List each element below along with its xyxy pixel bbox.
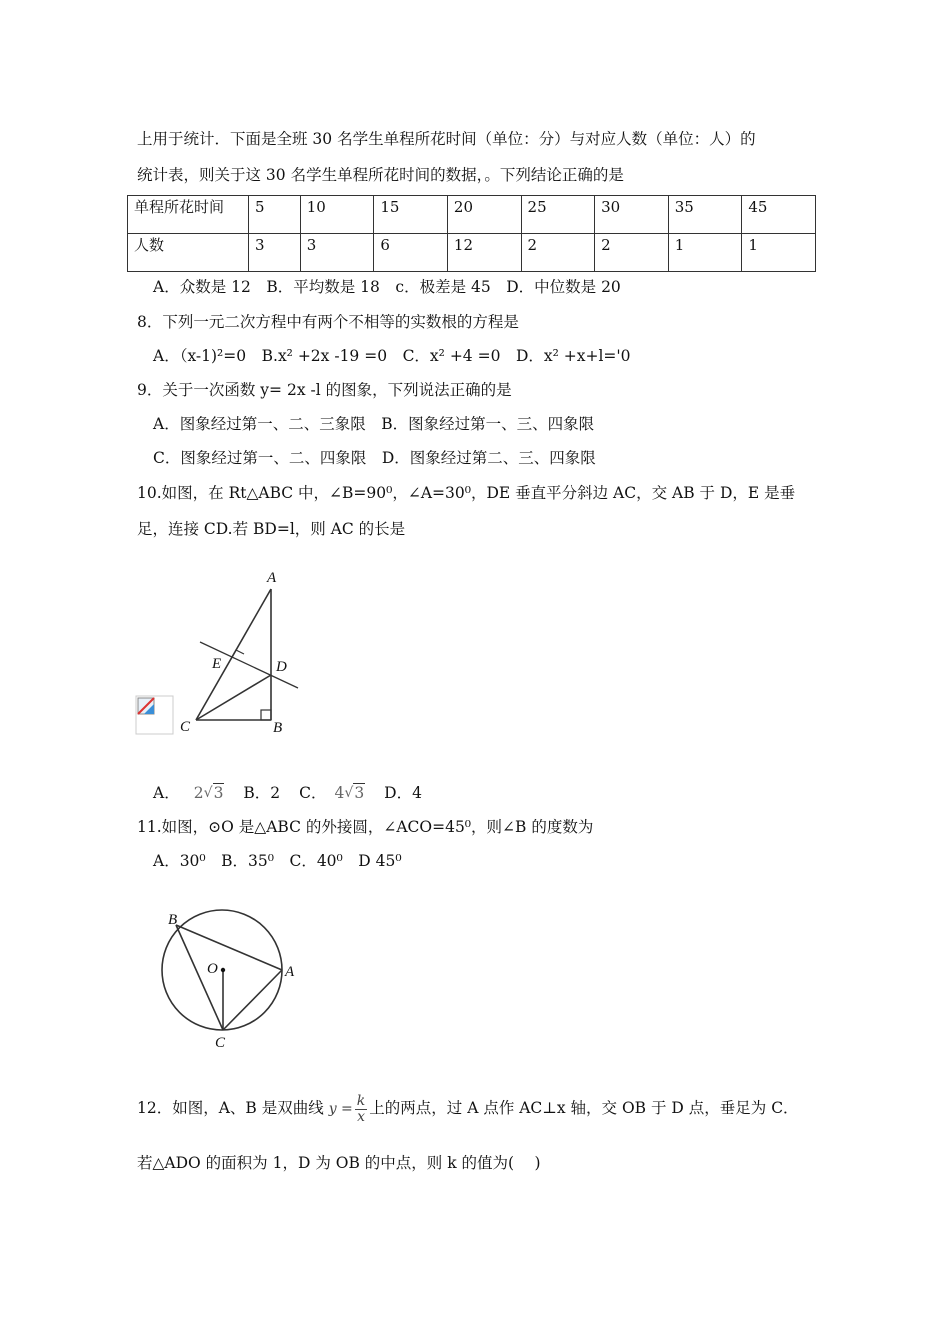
table-cell: 10 <box>300 196 374 234</box>
table-cell: 1 <box>742 234 816 272</box>
q7-options: A．众数是 12 B．平均数是 18 c．极差是 45 D．中位数是 20 <box>153 278 621 296</box>
table-header-time: 单程所花时间 <box>128 196 249 234</box>
q12-stem-line2: 若△ADO 的面积为 1，D 为 OB 的中点，则 k 的值为( ) <box>137 1154 541 1172</box>
q10-stem-line1: 10.如图，在 Rt△ABC 中，∠B=90⁰，∠A=30⁰，DE 垂直平分斜边 AC，交 AB 于 D，E 是垂 <box>137 484 796 502</box>
table-header-count: 人数 <box>128 234 249 272</box>
q9-options-row1: A．图象经过第一、二、三象限 B．图象经过第一、三、四象限 <box>153 415 595 433</box>
q10-option-a-label: A． <box>153 784 180 802</box>
table-cell: 45 <box>742 196 816 234</box>
table-cell: 5 <box>249 196 301 234</box>
q10-option-c-coef: 4 <box>334 784 345 802</box>
q9-stem: 9．关于一次函数 y= 2x -l 的图象，下列说法正确的是 <box>137 381 512 399</box>
q10-option-c-label: C． <box>299 784 327 802</box>
q11-options: A．30⁰ B．35⁰ C．40⁰ D 45⁰ <box>153 852 402 870</box>
label-D: D <box>276 659 287 675</box>
label-E: E <box>212 656 222 672</box>
table-cell: 1 <box>668 234 742 272</box>
stats-table <box>127 195 816 272</box>
label-C: C <box>215 1035 226 1051</box>
label-A: A <box>267 570 277 586</box>
table-cell: 12 <box>447 234 521 272</box>
label-A: A <box>285 964 295 980</box>
q8-options: A．（x-1)²=0 B.x² +2x -19 =0 C．x² +4 =0 D．x² +x+l='0 <box>153 347 631 365</box>
hyperbola-fraction <box>355 1094 367 1125</box>
table-cell: 35 <box>668 196 742 234</box>
q8-stem: 8．下列一元二次方程中有两个不相等的实数根的方程是 <box>137 313 519 331</box>
q10-option-a-radicand: 3 <box>213 784 224 802</box>
table-cell: 2 <box>595 234 669 272</box>
q7-text-line1: 上用于统计．下面是全班 30 名学生单程所花时间（单位：分）与对应人数（单位：人）的 <box>137 130 756 148</box>
table-row <box>128 196 816 234</box>
q9-options-row2: C．图象经过第一、二、四象限 D．图象经过第二、三、四象限 <box>153 449 596 467</box>
broken-image-icon <box>136 696 173 734</box>
table-row <box>128 234 816 272</box>
sqrt-symbol: √ 3 <box>203 784 224 802</box>
q7-text-line2: 统计表，则关于这 30 名学生单程所花时间的数据，。下列结论正确的是 <box>137 166 624 184</box>
table-cell: 3 <box>300 234 374 272</box>
table-cell: 25 <box>521 196 595 234</box>
label-O: O <box>207 961 218 977</box>
table-cell: 20 <box>447 196 521 234</box>
q10-options <box>153 781 422 803</box>
q10-option-a-coef: 2 <box>193 784 204 802</box>
fraction-denominator: x <box>357 1108 365 1125</box>
table-cell: 2 <box>521 234 595 272</box>
q12-stem-line1 <box>137 1090 799 1127</box>
q12-text-pre: 12．如图，A、B 是双曲线 <box>137 1099 324 1117</box>
table-cell: 6 <box>374 234 448 272</box>
q10-option-d: D．4 <box>384 784 422 802</box>
label-B: B <box>168 912 178 928</box>
q12-text-post: 上的两点，过 A 点作 AC⊥x 轴，交 OB 于 D 点，垂足为 C． <box>369 1099 799 1117</box>
table-cell: 30 <box>595 196 669 234</box>
table-cell: 15 <box>374 196 448 234</box>
q11-circle-figure <box>155 900 315 1060</box>
q11-stem: 11.如图，⊙O 是△ABC 的外接圆，∠ACO=45⁰，则∠B 的度数为 <box>137 818 594 836</box>
q10-option-b: B．2 <box>243 784 281 802</box>
q10-option-c-radicand: 3 <box>354 784 365 802</box>
table-cell: 3 <box>249 234 301 272</box>
q12-eq-lhs: y = <box>328 1101 353 1117</box>
q10-triangle-figure <box>130 565 320 745</box>
q10-stem-line2: 足，连接 CD.若 BD=l，则 AC 的长是 <box>137 520 406 538</box>
fraction-numerator: k <box>356 1092 366 1109</box>
label-C: C <box>180 719 191 735</box>
label-B: B <box>273 720 283 736</box>
sqrt-symbol: √ 3 <box>344 784 365 802</box>
